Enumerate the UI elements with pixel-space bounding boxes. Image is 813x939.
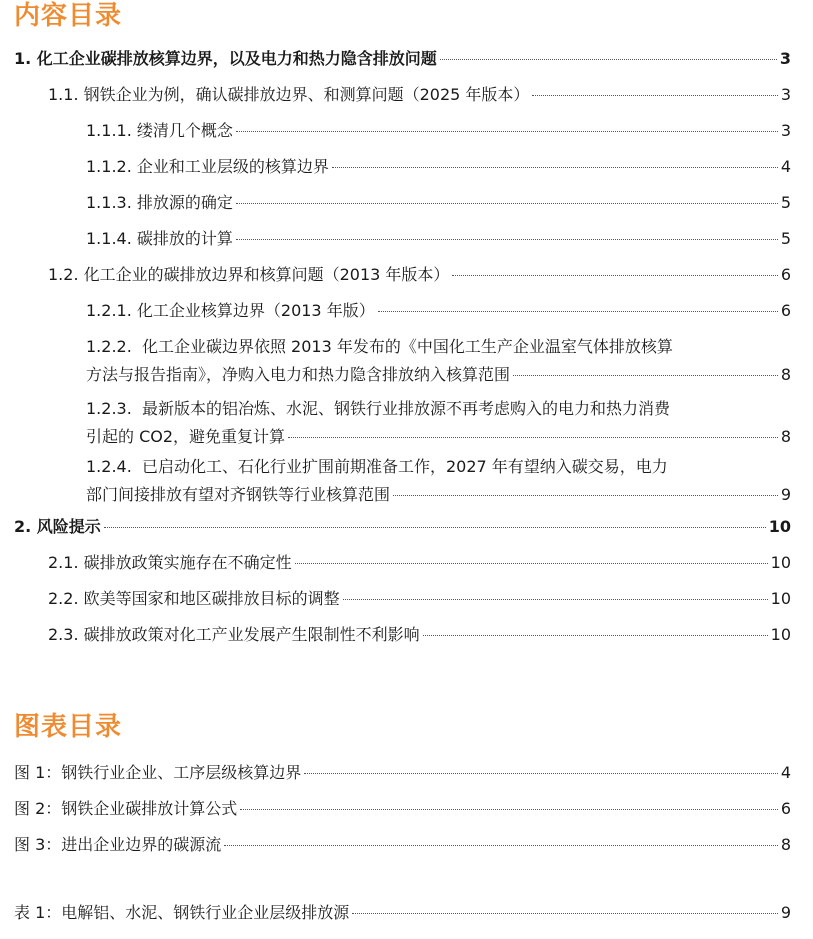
toc-page: 10 (770, 553, 791, 572)
toc-text-line2: 引起的 CO2，避免重复计算 (86, 427, 286, 446)
dot-leader (332, 167, 778, 168)
figure-label: 图 3： (14, 835, 62, 854)
dot-leader (288, 437, 778, 438)
dot-leader (513, 375, 778, 376)
toc-entry-1[interactable] (14, 45, 791, 73)
toc-page: 4 (780, 157, 791, 176)
toc-text-line1: 已启动化工、石化行业扩围前期准备工作，2027 年有望纳入碳交易，电力 (141, 457, 668, 476)
dot-leader (378, 311, 778, 312)
figure-page: 8 (780, 835, 791, 854)
toc-num: 1.1. (48, 85, 79, 104)
table-text: 电解铝、水泥、钢铁行业企业层级排放源 (61, 903, 350, 922)
toc-num: 1.2. (48, 265, 79, 284)
toc-entry-1-1[interactable] (48, 81, 791, 109)
toc-entry-2-1[interactable] (48, 549, 791, 577)
toc-entry-2-3[interactable] (48, 621, 791, 649)
toc-entry-1-1-4[interactable] (86, 225, 791, 253)
toc-text: 企业和工业层级的核算边界 (136, 157, 329, 176)
toc-text-line1: 化工企业碳边界依照 2013 年发布的《中国化工生产企业温室气体排放核算 (141, 337, 673, 356)
figures-title: 图表目录 (14, 712, 123, 742)
toc-text: 化工企业的碳排放边界和核算问题（2013 年版本） (83, 265, 450, 284)
figure-text: 进出企业边界的碳源流 (61, 835, 222, 854)
toc-text: 风险提示 (36, 517, 101, 536)
toc-num: 1.2.1. (86, 301, 132, 320)
dot-leader (532, 95, 777, 96)
figure-page: 4 (780, 763, 791, 782)
toc-entry-1-2-3[interactable] (86, 395, 791, 451)
toc-num: 1. (14, 49, 32, 68)
toc-num: 1.2.3. (86, 399, 132, 418)
dot-leader (224, 845, 778, 846)
dot-leader (304, 773, 778, 774)
dot-leader (236, 203, 778, 204)
figure-entry-2[interactable] (14, 795, 791, 823)
toc-text-line2: 部门间接排放有望对齐钢铁等行业核算范围 (86, 485, 391, 504)
toc-num: 1.2.2. (86, 337, 132, 356)
table-entry-1[interactable] (14, 899, 791, 927)
toc-text: 碳排放的计算 (136, 229, 233, 248)
toc-text: 钢铁企业为例，确认碳排放边界、和测算问题（2025 年版本） (83, 85, 530, 104)
toc-entry-1-2-2[interactable] (86, 333, 791, 389)
dot-leader (452, 275, 777, 276)
toc-text: 化工企业核算边界（2013 年版） (136, 301, 375, 320)
toc-text: 碳排放政策对化工产业发展产生限制性不利影响 (83, 625, 420, 644)
toc-entry-1-2-4[interactable] (86, 453, 791, 509)
toc-num: 1.1.1. (86, 121, 132, 140)
toc-text: 排放源的确定 (136, 193, 233, 212)
dot-leader (295, 563, 768, 564)
toc-page: 3 (779, 49, 791, 68)
dot-leader (104, 527, 766, 528)
toc-page: 8 (780, 365, 791, 384)
figure-page: 6 (780, 799, 791, 818)
table-page: 9 (780, 903, 791, 922)
toc-entry-1-1-3[interactable] (86, 189, 791, 217)
toc-page: 5 (780, 193, 791, 212)
toc-num: 2. (14, 517, 32, 536)
toc-num: 2.2. (48, 589, 79, 608)
toc-num: 1.1.4. (86, 229, 132, 248)
toc-page: 3 (780, 85, 791, 104)
toc-text: 碳排放政策实施存在不确定性 (83, 553, 292, 572)
table-label: 表 1： (14, 903, 62, 922)
dot-leader (440, 59, 777, 60)
toc-page: 10 (770, 589, 791, 608)
dot-leader (393, 495, 778, 496)
figure-entry-3[interactable] (14, 831, 791, 859)
toc-page: 10 (770, 625, 791, 644)
figure-text: 钢铁行业企业、工序层级核算边界 (61, 763, 302, 782)
toc-entry-1-1-1[interactable] (86, 117, 791, 145)
toc-text-line1: 最新版本的铝冶炼、水泥、钢铁行业排放源不再考虑购入的电力和热力消费 (141, 399, 670, 418)
toc-page: 3 (780, 121, 791, 140)
toc-page: 5 (780, 229, 791, 248)
toc-entry-1-2-1[interactable] (86, 297, 791, 325)
dot-leader (343, 599, 768, 600)
toc-text: 欧美等国家和地区碳排放目标的调整 (83, 589, 340, 608)
toc-title: 内容目录 (14, 1, 123, 31)
dot-leader (240, 809, 778, 810)
toc-text-line2: 方法与报告指南》，净购入电力和热力隐含排放纳入核算范围 (86, 365, 511, 384)
toc-entry-2[interactable] (14, 513, 791, 541)
toc-page: 9 (780, 485, 791, 504)
toc-num: 2.1. (48, 553, 79, 572)
toc-page: 10 (768, 517, 791, 536)
toc-entry-1-2[interactable] (48, 261, 791, 289)
toc-entry-2-2[interactable] (48, 585, 791, 613)
toc-page: 8 (780, 427, 791, 446)
toc-text: 缕清几个概念 (136, 121, 233, 140)
dot-leader (423, 635, 768, 636)
figure-entry-1[interactable] (14, 759, 791, 787)
figure-label: 图 2： (14, 799, 62, 818)
figure-text: 钢铁企业碳排放计算公式 (61, 799, 238, 818)
toc-num: 2.3. (48, 625, 79, 644)
toc-text: 化工企业碳排放核算边界，以及电力和热力隐含排放问题 (36, 49, 437, 68)
dot-leader (236, 239, 778, 240)
toc-page: 6 (780, 301, 791, 320)
toc-num: 1.2.4. (86, 457, 132, 476)
toc-entry-1-1-2[interactable] (86, 153, 791, 181)
figure-label: 图 1： (14, 763, 62, 782)
toc-page: 6 (780, 265, 791, 284)
toc-num: 1.1.3. (86, 193, 132, 212)
dot-leader (236, 131, 778, 132)
toc-num: 1.1.2. (86, 157, 132, 176)
dot-leader (352, 913, 778, 914)
